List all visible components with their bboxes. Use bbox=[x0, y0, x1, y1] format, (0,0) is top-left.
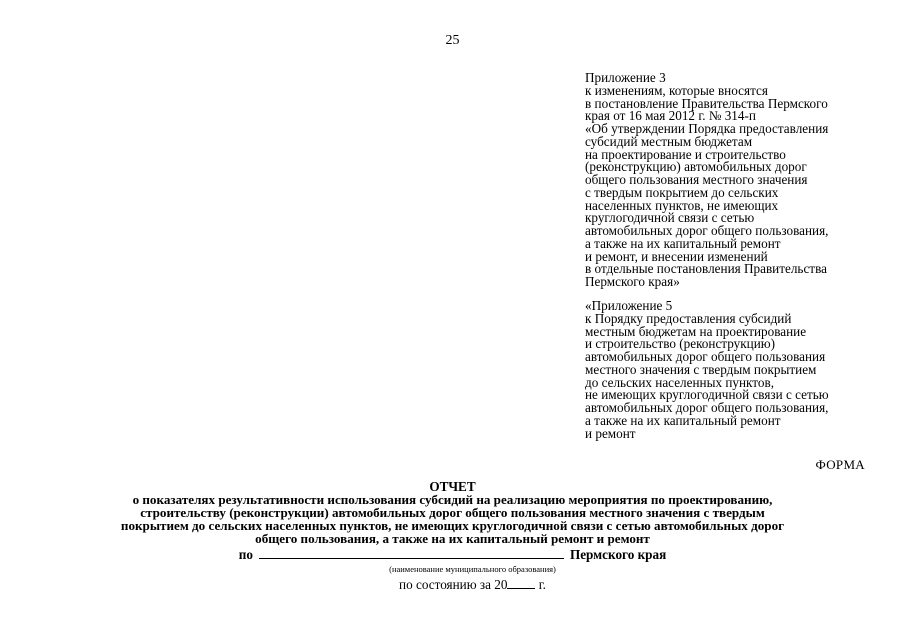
appendix-5-line: не имеющих круглогодичной связи с сетью bbox=[585, 387, 829, 403]
appendix-5-line: к Порядку предоставления субсидий bbox=[585, 310, 792, 326]
appendix-3-line: общего пользования местного значения bbox=[585, 172, 808, 187]
appendix-3-line: (реконструкцию) автомобильных дорог bbox=[585, 159, 807, 175]
appendix-5-line: автомобильных дорог общего пользования, bbox=[585, 400, 829, 415]
report-subtitle-line: строительству (реконструкции) автомобильных дорог общего пользования местного значения с твердым bbox=[140, 505, 765, 520]
appendix-3-line: круглогодичной связи с сетью bbox=[585, 210, 755, 226]
appendix-3-line: с твердым покрытием до сельских bbox=[585, 184, 779, 200]
report-subtitle-line: о показателях результативности использования субсидий на реализацию мероприятия по проектированию, bbox=[132, 492, 773, 507]
appendix-3-line: населенных пунктов, не имеющих bbox=[585, 197, 779, 213]
appendix-3-line: и ремонт, и внесении изменений bbox=[585, 248, 768, 264]
appendix-3-line: автомобильных дорог общего пользования, bbox=[585, 223, 829, 238]
municipality-suffix: Пермского края bbox=[569, 547, 667, 562]
appendix-5-line: до сельских населенных пунктов, bbox=[585, 374, 774, 390]
report-subtitle bbox=[0, 493, 905, 545]
year-blank-field[interactable] bbox=[507, 577, 535, 589]
appendix-3-line: субсидий местным бюджетам bbox=[585, 133, 753, 149]
appendix-5-line: и строительство (реконструкцию) bbox=[585, 336, 776, 352]
appendix-3-line: на проектирование и строительство bbox=[585, 146, 786, 162]
appendix-5-line: местного значения с твердым покрытием bbox=[585, 361, 817, 377]
appendix-3-line: Пермского края» bbox=[585, 274, 680, 289]
appendix-5-line: автомобильных дорог общего пользования bbox=[585, 349, 826, 364]
form-label: ФОРМА bbox=[815, 457, 865, 472]
appendix-3-line: Приложение 3 bbox=[585, 70, 666, 85]
appendix-5-header bbox=[585, 300, 885, 440]
appendix-3-line: края от 16 мая 2012 г. № 314-п bbox=[585, 108, 756, 124]
status-row bbox=[0, 577, 905, 592]
municipality-prefix: по bbox=[238, 547, 253, 562]
appendix-5-line: местным бюджетам на проектирование bbox=[585, 323, 807, 339]
appendix-5-line: а также на их капитальный ремонт bbox=[585, 412, 781, 428]
appendix-3-line: а также на их капитальный ремонт bbox=[585, 235, 781, 251]
report-subtitle-line: общего пользования, а также на их капитальный ремонт и ремонт bbox=[255, 531, 650, 546]
appendix-5-line: и ремонт bbox=[585, 425, 636, 441]
status-prefix: по состоянию за 20 bbox=[399, 577, 508, 592]
page-number: 25 bbox=[445, 33, 460, 48]
municipality-row bbox=[0, 547, 905, 562]
report-subtitle-line: покрытием до сельских населенных пунктов, не имеющих круглогодичной связи с сетью автомобильных дорог bbox=[120, 518, 785, 533]
appendix-3-header bbox=[585, 72, 885, 289]
report-title: ОТЧЕТ bbox=[429, 479, 476, 494]
municipality-hint: (наименование муниципального образования) bbox=[389, 564, 556, 574]
appendix-3-line: в отдельные постановления Правительства bbox=[585, 261, 827, 277]
appendix-3-line: к изменениям, которые вносятся bbox=[585, 82, 768, 98]
appendix-3-line: в постановление Правительства Пермского bbox=[585, 95, 828, 111]
appendix-5-line: «Приложение 5 bbox=[585, 298, 673, 313]
status-suffix: г. bbox=[538, 577, 546, 592]
appendix-3-line: «Об утверждении Порядка предоставления bbox=[585, 121, 829, 136]
municipality-blank-field[interactable] bbox=[259, 547, 564, 559]
